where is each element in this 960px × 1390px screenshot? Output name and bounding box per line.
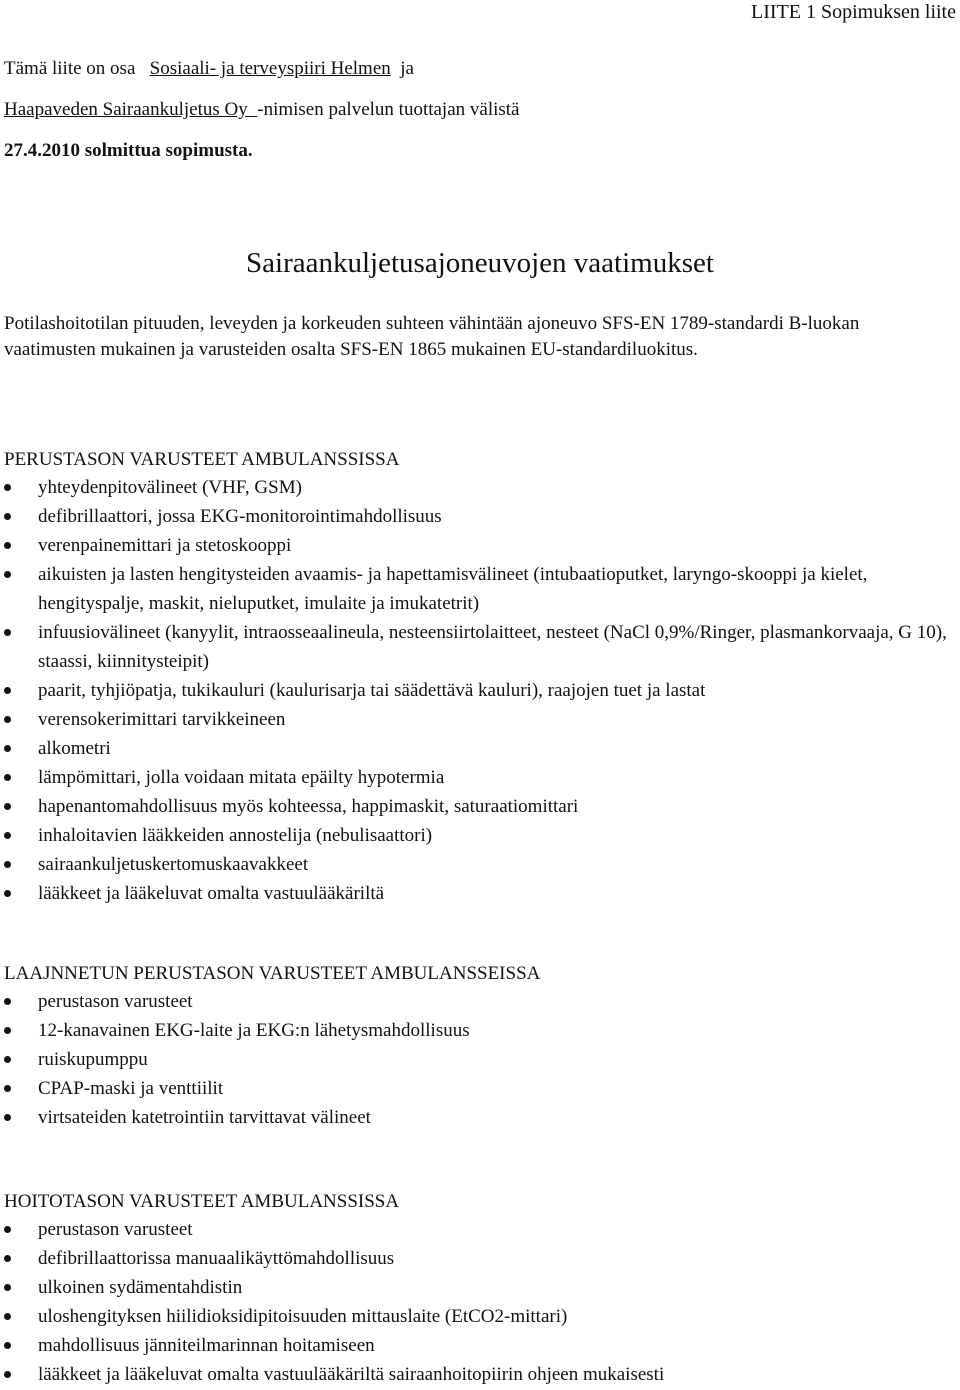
list-item xyxy=(4,1244,954,1273)
list-item-text: perustason varusteet xyxy=(38,1219,193,1240)
list-item xyxy=(4,850,954,879)
bullet-icon xyxy=(4,1226,11,1233)
list-item-text: virtsateiden katetrointiin tarvittavat välineet xyxy=(38,1107,371,1128)
bullet-list xyxy=(4,1215,954,1389)
list-item-text: verenpainemittari ja stetoskooppi xyxy=(38,535,292,556)
bullet-icon xyxy=(4,1085,11,1092)
intro-line-2 xyxy=(4,95,520,124)
party-2: Haapaveden Sairaankuljetus Oy xyxy=(4,99,248,120)
bullet-icon xyxy=(4,542,11,549)
list-item xyxy=(4,1016,954,1045)
list-item-text: aikuisten ja lasten hengitysteiden avaamis- ja hapettamisvälineet (intubaatioputket, laryngo-skooppi ja kielet, hengityspalje, maskit, nieluputket, imulaite ja imukatetrit) xyxy=(38,564,868,614)
bullet-icon xyxy=(4,629,11,636)
bullet-list xyxy=(4,473,954,908)
list-item-text: ulkoinen sydämentahdistin xyxy=(38,1277,243,1298)
bullet-icon xyxy=(4,1284,11,1291)
section-care-level-equipment xyxy=(4,1189,954,1389)
bullet-icon xyxy=(4,1114,11,1121)
intro-join-word: ja xyxy=(400,58,414,79)
bullet-icon xyxy=(4,1371,11,1378)
requirements-paragraph: Potilashoitotilan pituuden, leveyden ja korkeuden suhteen vähintään ajoneuvo SFS-EN 1789-standardi B-luokan vaatimusten mukainen ja varusteiden osalta SFS-EN 1865 mukainen EU-standardiluokitus. xyxy=(4,313,860,360)
list-item xyxy=(4,1103,954,1132)
list-item xyxy=(4,1074,954,1103)
list-item-text: perustason varusteet xyxy=(38,991,193,1012)
list-item xyxy=(4,987,954,1016)
list-item xyxy=(4,1215,954,1244)
intro-line-1 xyxy=(4,54,520,83)
bullet-icon xyxy=(4,687,11,694)
list-item xyxy=(4,1331,954,1360)
bullet-icon xyxy=(4,998,11,1005)
list-item-text: paarit, tyhjiöpatja, tukikauluri (kaulurisarja tai säädettävä kauluri), raajojen tuet ja lastat xyxy=(38,680,706,701)
list-item xyxy=(4,763,954,792)
document-title: Sairaankuljetusajoneuvojen vaatimukset xyxy=(246,247,714,279)
list-item xyxy=(4,1045,954,1074)
bullet-icon xyxy=(4,803,11,810)
list-item-text: defibrillaattori, jossa EKG-monitorointimahdollisuus xyxy=(38,506,442,527)
list-item xyxy=(4,502,954,531)
intro-prefix: Tämä liite on osa xyxy=(4,58,136,79)
list-item xyxy=(4,792,954,821)
list-item-text: verensokerimittari tarvikkeineen xyxy=(38,709,286,730)
list-item-text: lääkkeet ja lääkeluvat omalta vastuulääkäriltä xyxy=(38,883,385,904)
list-item-text: ruiskupumppu xyxy=(38,1049,148,1070)
bullet-icon xyxy=(4,484,11,491)
list-item xyxy=(4,1360,954,1389)
list-item-text: mahdollisuus jänniteilmarinnan hoitamiseen xyxy=(38,1335,375,1356)
bullet-icon xyxy=(4,890,11,897)
party-1: Sosiaali- ja terveyspiiri Helmen xyxy=(149,58,391,79)
list-item-text: alkometri xyxy=(38,738,111,759)
list-item-text: lääkkeet ja lääkeluvat omalta vastuulääkäriltä sairaanhoitopiirin ohjeen mukaisesti xyxy=(38,1364,665,1385)
list-item xyxy=(4,1302,954,1331)
list-item-text: 12-kanavainen EKG-laite ja EKG:n lähetysmahdollisuus xyxy=(38,1020,470,1041)
bullet-icon xyxy=(4,774,11,781)
bullet-icon xyxy=(4,513,11,520)
bullet-icon xyxy=(4,1056,11,1063)
bullet-icon xyxy=(4,1342,11,1349)
list-item-text: lämpömittari, jolla voidaan mitata epäilty hypotermia xyxy=(38,767,445,788)
list-item xyxy=(4,879,954,908)
list-item xyxy=(4,560,954,618)
bullet-icon xyxy=(4,571,11,578)
list-item xyxy=(4,676,954,705)
bullet-list xyxy=(4,987,954,1132)
list-item xyxy=(4,821,954,850)
list-item xyxy=(4,734,954,763)
bullet-icon xyxy=(4,716,11,723)
section-basic-equipment xyxy=(4,447,954,908)
attachment-label: LIITE 1 Sopimuksen liite xyxy=(751,1,956,23)
section-heading: HOITOTASON VARUSTEET AMBULANSSISSA xyxy=(4,1191,400,1212)
list-item-text: inhaloitavien lääkkeiden annostelija (nebulisaattori) xyxy=(38,825,433,846)
list-item-text: uloshengityksen hiilidioksidipitoisuuden mittauslaite (EtCO2-mittari) xyxy=(38,1306,568,1327)
list-item xyxy=(4,473,954,502)
section-heading: LAAJNNETUN PERUSTASON VARUSTEET AMBULANSSEISSA xyxy=(4,963,541,984)
list-item-text: CPAP-maski ja venttiilit xyxy=(38,1078,224,1099)
list-item xyxy=(4,618,954,676)
list-item-text: infuusiovälineet (kanyylit, intraosseaalineula, nesteensiirtolaitteet, nesteet (NaCl 0,9%/Ringer, plasmankorvaaja, G 10), staassi, kiinnitysteipit) xyxy=(38,622,947,672)
list-item xyxy=(4,705,954,734)
bullet-icon xyxy=(4,1027,11,1034)
list-item-text: sairaankuljetuskertomuskaavakkeet xyxy=(38,854,309,875)
list-item xyxy=(4,1273,954,1302)
bullet-icon xyxy=(4,832,11,839)
bullet-icon xyxy=(4,1313,11,1320)
bullet-icon xyxy=(4,1255,11,1262)
section-extended-basic-equipment xyxy=(4,961,954,1132)
list-item-text: hapenantomahdollisuus myös kohteessa, happimaskit, saturaatiomittari xyxy=(38,796,579,817)
intro-block xyxy=(4,54,520,165)
bullet-icon xyxy=(4,861,11,868)
intro-date-line: 27.4.2010 solmittua sopimusta. xyxy=(4,140,253,161)
list-item-text: defibrillaattorissa manuaalikäyttömahdollisuus xyxy=(38,1248,395,1269)
list-item xyxy=(4,531,954,560)
bullet-icon xyxy=(4,745,11,752)
intro-suffix: -nimisen palvelun tuottajan välistä xyxy=(257,99,520,120)
section-heading: PERUSTASON VARUSTEET AMBULANSSISSA xyxy=(4,449,400,470)
list-item-text: yhteydenpitovälineet (VHF, GSM) xyxy=(38,477,302,498)
